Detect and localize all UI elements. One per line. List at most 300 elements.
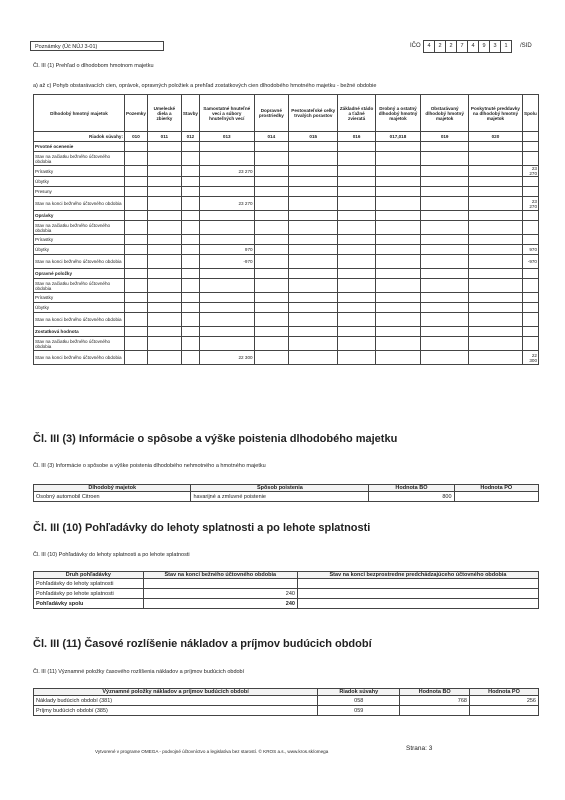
- cell-value: [125, 337, 148, 351]
- column-header: Druh pohľadávky: [34, 572, 144, 579]
- cell-value: [522, 142, 538, 152]
- fixed-assets-table: [33, 94, 539, 365]
- table-row: [34, 269, 539, 279]
- cell-value: [181, 187, 199, 197]
- cell-value: 240: [143, 599, 297, 609]
- notes-label-box: Poznámky (Úč NÚJ 3-01): [30, 41, 164, 51]
- cell-value: [421, 166, 469, 177]
- cell-value: [338, 269, 375, 279]
- cell-value: [199, 187, 254, 197]
- cell-value: [199, 177, 254, 187]
- row-code: [522, 132, 538, 142]
- cell-value: [289, 279, 338, 293]
- cell-value: [289, 166, 338, 177]
- row-label: Úbytky: [34, 303, 125, 313]
- cell-value: [181, 197, 199, 211]
- cell-value: [147, 211, 181, 221]
- ico-digit: 2: [434, 40, 446, 53]
- cell-value: 23 270: [522, 197, 538, 211]
- cell-value: [469, 152, 523, 166]
- table-row: [34, 177, 539, 187]
- cell-value: [421, 152, 469, 166]
- cell-value: [421, 313, 469, 327]
- cell-value: [254, 327, 289, 337]
- row-label: Stav na konci bežného účtovného obdobia: [34, 255, 125, 269]
- cell-value: [338, 142, 375, 152]
- cell-value: [469, 177, 523, 187]
- cell-value: [181, 327, 199, 337]
- cell-value: 256: [469, 696, 538, 706]
- cell-value: 058: [318, 696, 400, 706]
- table-row: [34, 166, 539, 177]
- cell-value: [147, 255, 181, 269]
- cell-value: [125, 197, 148, 211]
- cell-value: [147, 303, 181, 313]
- cell-value: [147, 142, 181, 152]
- cell-value: [421, 337, 469, 351]
- row-label: Stav na konci bežného účtovného obdobia: [34, 313, 125, 327]
- cell-value: [147, 177, 181, 187]
- table-row: [34, 492, 539, 502]
- table-row: [34, 279, 539, 293]
- cell-value: [125, 255, 148, 269]
- cell-value: [254, 166, 289, 177]
- row-label: Úbytky: [34, 177, 125, 187]
- table-row: [34, 351, 539, 365]
- cell-value: [522, 221, 538, 235]
- deferrals-table: [33, 688, 539, 716]
- cell-value: [181, 337, 199, 351]
- cell-value: [181, 177, 199, 187]
- cell-value: [147, 235, 181, 245]
- cell-value: 23 270: [199, 166, 254, 177]
- deferrals-heading: Čl. III (11) Časové rozlíšenie nákladov a príjmov budúcich období: [33, 638, 372, 650]
- cell-value: [254, 293, 289, 303]
- table-row: [34, 211, 539, 221]
- cell-value: -970: [199, 255, 254, 269]
- cell-value: [181, 293, 199, 303]
- cell-value: [289, 211, 338, 221]
- cell-value: [375, 166, 421, 177]
- cell-value: -970: [522, 255, 538, 269]
- cell-value: [522, 177, 538, 187]
- cell-value: [125, 187, 148, 197]
- cell-value: [289, 245, 338, 255]
- ico-digit-boxes: [424, 40, 512, 53]
- column-header: Základné stádo a ťažné zvieratá: [338, 95, 375, 132]
- cell-value: [181, 245, 199, 255]
- column-header: Hodnota PO: [454, 485, 538, 492]
- receivables-heading: Čl. III (10) Pohľadávky do lehoty splatnosti a po lehote splatnosti: [33, 522, 371, 534]
- cell-value: [375, 313, 421, 327]
- cell-value: [254, 313, 289, 327]
- cell-value: [181, 235, 199, 245]
- cell-value: [469, 142, 523, 152]
- receivables-header-row: [34, 572, 539, 579]
- cell-value: [289, 303, 338, 313]
- cell-value: [289, 293, 338, 303]
- software-footer: Vytvorené v programe OMEGA - podvojné účtovníctvo a legislatíva bez starostí. © KROS a.s., www.kros.sk/omega: [95, 749, 329, 754]
- cell-value: [181, 255, 199, 269]
- cell-value: [469, 187, 523, 197]
- row-label: Stav na začiatku bežného účtovného obdobia: [34, 221, 125, 235]
- cell-value: [375, 245, 421, 255]
- cell-value: [199, 221, 254, 235]
- column-header: Drobný a ostatný dlhodobý hmotný majetok: [375, 95, 421, 132]
- row-code: 016: [338, 132, 375, 142]
- cell-value: [181, 351, 199, 365]
- row-label: Zostatková hodnota: [34, 327, 125, 337]
- cell-value: [338, 197, 375, 211]
- cell-value: [421, 255, 469, 269]
- cell-value: [147, 269, 181, 279]
- row-code: 011: [147, 132, 181, 142]
- cell-value: [421, 279, 469, 293]
- cell-value: [522, 279, 538, 293]
- ico-digit: 9: [478, 40, 490, 53]
- column-header: Spôsob poistenia: [191, 485, 369, 492]
- cell-value: [338, 166, 375, 177]
- cell-value: [375, 197, 421, 211]
- cell-value: [125, 142, 148, 152]
- cell-value: [125, 303, 148, 313]
- cell-value: [338, 187, 375, 197]
- row-label: Opravné položky: [34, 269, 125, 279]
- cell-value: [147, 293, 181, 303]
- cell-value: havarijné a zmluvné poistenie: [191, 492, 369, 502]
- column-header: Pestovateľské celky trvalých porastov: [289, 95, 338, 132]
- row-label: Prírastky: [34, 235, 125, 245]
- cell-value: [469, 351, 523, 365]
- cell-value: [522, 337, 538, 351]
- cell-value: [338, 177, 375, 187]
- ico-digit: 1: [500, 40, 512, 53]
- cell-value: [199, 279, 254, 293]
- cell-value: [254, 255, 289, 269]
- cell-value: 970: [522, 245, 538, 255]
- cell-value: [181, 152, 199, 166]
- cell-value: [254, 245, 289, 255]
- cell-value: [254, 152, 289, 166]
- table-row: [34, 303, 539, 313]
- cell-value: [254, 351, 289, 365]
- cell-value: [375, 327, 421, 337]
- table-row: [34, 187, 539, 197]
- cell-value: [254, 221, 289, 235]
- table-row: [34, 579, 539, 589]
- row-label: Oprávky: [34, 211, 125, 221]
- cell-value: [125, 166, 148, 177]
- column-header: Dlhodobý majetok: [34, 485, 191, 492]
- cell-value: [421, 245, 469, 255]
- ico-digit: 4: [467, 40, 479, 53]
- balance-row-codes: [34, 132, 539, 142]
- cell-value: [147, 152, 181, 166]
- cell-value: [469, 245, 523, 255]
- cell-value: [199, 235, 254, 245]
- cell-value: [199, 211, 254, 221]
- cell-value: [338, 279, 375, 293]
- cell-value: [338, 221, 375, 235]
- cell-value: [297, 589, 538, 599]
- cell-value: [421, 351, 469, 365]
- cell-value: 800: [369, 492, 454, 502]
- cell-value: [147, 245, 181, 255]
- cell-value: [375, 152, 421, 166]
- row-label: Úbytky: [34, 245, 125, 255]
- row-code: 017,018: [375, 132, 421, 142]
- insurance-heading: Čl. III (3) Informácie o spôsobe a výške poistenia dlhodobého majetku: [33, 433, 398, 445]
- cell-value: 970: [199, 245, 254, 255]
- row-code: 010: [125, 132, 148, 142]
- cell-value: [125, 293, 148, 303]
- table-row: [34, 313, 539, 327]
- column-header: Hodnota PO: [469, 689, 538, 696]
- column-header: Umelecké diela a zbierky: [147, 95, 181, 132]
- row-label: Stav na začiatku bežného účtovného obdobia: [34, 337, 125, 351]
- cell-value: [469, 211, 523, 221]
- column-header: Riadok súvahy: [318, 689, 400, 696]
- cell-value: [338, 152, 375, 166]
- cell-value: [181, 142, 199, 152]
- table-row: [34, 337, 539, 351]
- cell-value: 240: [143, 589, 297, 599]
- page-number: Strana: 3: [406, 745, 433, 752]
- row-label: Stav na začiatku bežného účtovného obdobia: [34, 152, 125, 166]
- table-row: [34, 696, 539, 706]
- cell-value: [143, 579, 297, 589]
- cell-value: [125, 279, 148, 293]
- row-label: Prírastky: [34, 293, 125, 303]
- cell-value: [289, 177, 338, 187]
- cell-value: [454, 492, 538, 502]
- cell-value: [469, 255, 523, 269]
- cell-value: [147, 197, 181, 211]
- table-row: [34, 245, 539, 255]
- column-header: Poskytnuté preddavky na dlhodobý hmotný majetok: [469, 95, 523, 132]
- cell-value: [375, 351, 421, 365]
- cell-value: 768: [400, 696, 470, 706]
- cell-value: [181, 211, 199, 221]
- cell-value: [421, 177, 469, 187]
- column-header: Stav na konci bezprostredne predchádzajúceho účtovného obdobia: [297, 572, 538, 579]
- ico-digit: 7: [456, 40, 468, 53]
- sid-label: /SID: [520, 43, 532, 49]
- cell-value: [421, 235, 469, 245]
- cell-value: [469, 197, 523, 211]
- row-label: Prvotné ocenenie: [34, 142, 125, 152]
- cell-value: [469, 235, 523, 245]
- column-header: Hodnota BO: [400, 689, 470, 696]
- table-row: [34, 142, 539, 152]
- row-label: Stav na začiatku bežného účtovného obdobia: [34, 279, 125, 293]
- table-row: [34, 221, 539, 235]
- receivables-table: [33, 571, 539, 609]
- cell-value: [181, 303, 199, 313]
- cell-value: [469, 337, 523, 351]
- cell-value: [338, 235, 375, 245]
- column-header: Obstarávaný dlhodobý hmotný majetok: [421, 95, 469, 132]
- table-row: [34, 599, 539, 609]
- row-code: 014: [254, 132, 289, 142]
- cell-value: [375, 255, 421, 269]
- cell-value: [289, 351, 338, 365]
- cell-value: [125, 269, 148, 279]
- cell-value: [181, 221, 199, 235]
- row-code: 019: [421, 132, 469, 142]
- cell-value: [375, 177, 421, 187]
- cell-value: [147, 313, 181, 327]
- cell-value: [254, 235, 289, 245]
- column-header: Hodnota BO: [369, 485, 454, 492]
- section-iii1-title: Čl. III (1) Prehľad o dlhodobom hmotnom majetku: [33, 63, 154, 69]
- insurance-table: [33, 484, 539, 502]
- cell-value: Pohľadávky spolu: [34, 599, 144, 609]
- cell-value: 22 300: [199, 351, 254, 365]
- table-row: [34, 197, 539, 211]
- cell-value: [199, 313, 254, 327]
- cell-value: [469, 221, 523, 235]
- cell-value: [421, 187, 469, 197]
- cell-value: [254, 142, 289, 152]
- cell-value: [147, 279, 181, 293]
- cell-value: [125, 313, 148, 327]
- row-label: Stav na konci bežného účtovného obdobia: [34, 197, 125, 211]
- cell-value: [522, 187, 538, 197]
- cell-value: [421, 293, 469, 303]
- cell-value: [400, 706, 470, 716]
- table-row: [34, 255, 539, 269]
- cell-value: [421, 327, 469, 337]
- cell-value: [147, 327, 181, 337]
- cell-value: [469, 279, 523, 293]
- cell-value: [469, 303, 523, 313]
- cell-value: [375, 187, 421, 197]
- cell-value: [522, 211, 538, 221]
- cell-value: [181, 279, 199, 293]
- insurance-subtitle: Čl. III (3) Informácie o spôsobe a výške poistenia dlhodobého nehmotného a hmotného majetku: [33, 463, 266, 469]
- column-header: Významné položky nákladov a príjmov budúcich období: [34, 689, 318, 696]
- cell-value: [469, 293, 523, 303]
- column-header: Dlhodobý hmotný majetok: [34, 95, 125, 132]
- row-label: Prírastky: [34, 166, 125, 177]
- cell-value: [421, 221, 469, 235]
- table-row: [34, 293, 539, 303]
- cell-value: [375, 211, 421, 221]
- cell-value: [522, 235, 538, 245]
- cell-value: [181, 269, 199, 279]
- cell-value: [125, 351, 148, 365]
- cell-value: [375, 221, 421, 235]
- table-row: [34, 152, 539, 166]
- cell-value: [199, 337, 254, 351]
- cell-value: [147, 337, 181, 351]
- cell-value: [338, 337, 375, 351]
- cell-value: [421, 142, 469, 152]
- cell-value: Osobný automobil Citroen: [34, 492, 191, 502]
- cell-value: [199, 269, 254, 279]
- cell-value: [199, 142, 254, 152]
- cell-value: [181, 313, 199, 327]
- table-row: [34, 327, 539, 337]
- cell-value: [338, 211, 375, 221]
- section-iii1-subtitle: a) až c) Pohyb obstarávacích cien, oprávok, opravných položiek a prehľad zostatkových cien dlhodobého hmotného majetku - bežné obdobie: [33, 83, 377, 89]
- row-label: Stav na konci bežného účtovného obdobia: [34, 351, 125, 365]
- cell-value: [522, 269, 538, 279]
- cell-value: [147, 166, 181, 177]
- cell-value: 23 270: [199, 197, 254, 211]
- cell-value: [125, 152, 148, 166]
- cell-value: [289, 313, 338, 327]
- receivables-subtitle: Čl. III (10) Pohľadávky do lehoty splatnosti a po lehote splatnosti: [33, 552, 190, 558]
- cell-value: [289, 142, 338, 152]
- cell-value: Náklady budúcich období (381): [34, 696, 318, 706]
- cell-value: [338, 313, 375, 327]
- cell-value: [289, 187, 338, 197]
- cell-value: [469, 166, 523, 177]
- cell-value: [421, 197, 469, 211]
- cell-value: [522, 303, 538, 313]
- cell-value: [375, 303, 421, 313]
- row-code: 012: [181, 132, 199, 142]
- cell-value: Pohľadávky do lehoty splatnosti: [34, 579, 144, 589]
- cell-value: [375, 269, 421, 279]
- cell-value: [125, 221, 148, 235]
- cell-value: [522, 293, 538, 303]
- cell-value: [181, 166, 199, 177]
- cell-value: [289, 152, 338, 166]
- cell-value: [338, 327, 375, 337]
- cell-value: [199, 303, 254, 313]
- cell-value: [254, 279, 289, 293]
- cell-value: [375, 293, 421, 303]
- cell-value: Príjmy budúcich období (385): [34, 706, 318, 716]
- cell-value: 22 300: [522, 351, 538, 365]
- cell-value: 23 270: [522, 166, 538, 177]
- row-code: 013: [199, 132, 254, 142]
- fixed-assets-header-row: [34, 95, 539, 132]
- cell-value: [289, 255, 338, 269]
- insurance-header-row: [34, 485, 539, 492]
- cell-value: [421, 303, 469, 313]
- cell-value: [375, 235, 421, 245]
- cell-value: [289, 327, 338, 337]
- cell-value: [125, 177, 148, 187]
- ico-digit: 3: [489, 40, 501, 53]
- cell-value: [254, 177, 289, 187]
- cell-value: [297, 599, 538, 609]
- cell-value: [254, 303, 289, 313]
- table-row: [34, 589, 539, 599]
- cell-value: [469, 269, 523, 279]
- cell-value: [338, 303, 375, 313]
- cell-value: Pohľadávky po lehote splatnosti: [34, 589, 144, 599]
- row-label: Presuny: [34, 187, 125, 197]
- cell-value: [254, 197, 289, 211]
- column-header: Stav na konci bežného účtovného obdobia: [143, 572, 297, 579]
- column-header: Stavby: [181, 95, 199, 132]
- cell-value: [125, 327, 148, 337]
- cell-value: [147, 221, 181, 235]
- cell-value: [254, 337, 289, 351]
- table-row: [34, 235, 539, 245]
- cell-value: [147, 351, 181, 365]
- cell-value: [421, 269, 469, 279]
- cell-value: [199, 327, 254, 337]
- cell-value: [125, 235, 148, 245]
- cell-value: [199, 152, 254, 166]
- cell-value: [522, 327, 538, 337]
